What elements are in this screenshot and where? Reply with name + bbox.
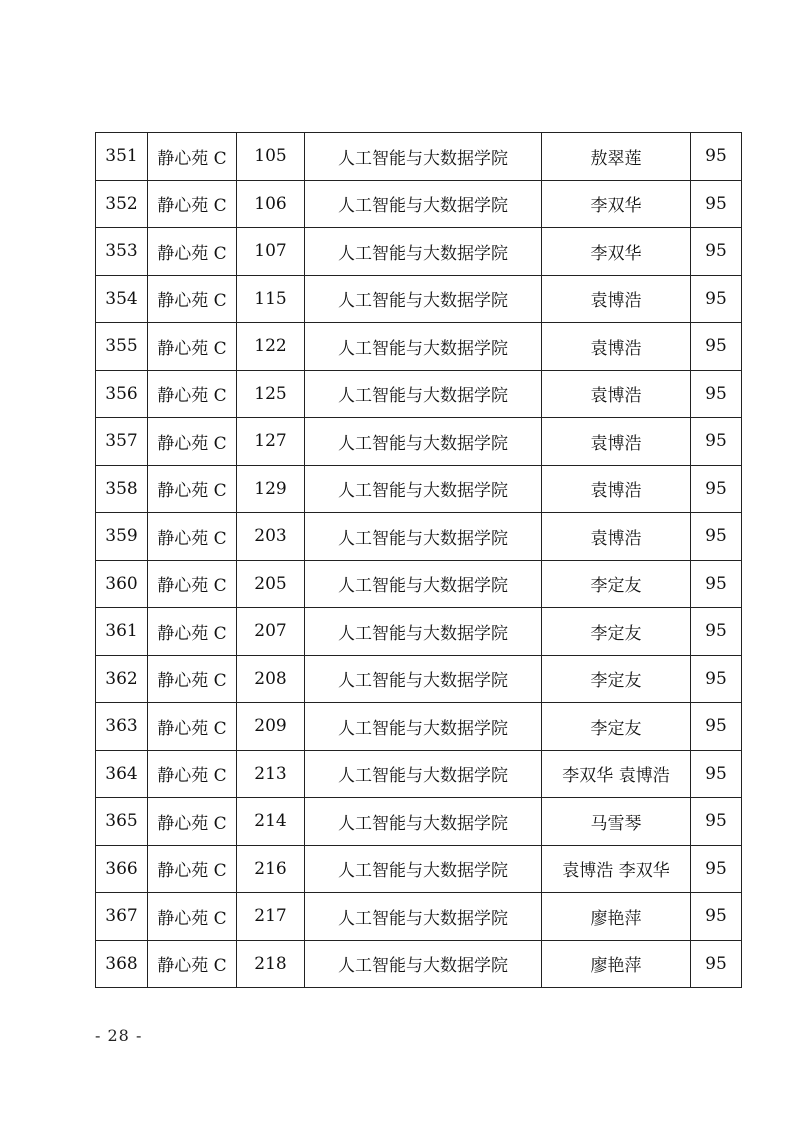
table-row — [96, 798, 742, 846]
table-row — [96, 845, 742, 893]
person-name-cell: 袁博浩 — [542, 370, 691, 418]
score-cell: 95 — [691, 133, 742, 181]
room-number-cell: 214 — [237, 798, 305, 846]
college-cell: 人工智能与大数据学院 — [305, 323, 542, 371]
row-number-cell: 366 — [96, 845, 148, 893]
room-number-cell: 205 — [237, 560, 305, 608]
room-number-cell: 127 — [237, 418, 305, 466]
table-row — [96, 513, 742, 561]
row-number-cell: 361 — [96, 608, 148, 656]
row-number-cell: 367 — [96, 893, 148, 941]
row-number-cell: 360 — [96, 560, 148, 608]
college-cell: 人工智能与大数据学院 — [305, 703, 542, 751]
person-name-cell: 袁博浩 — [542, 418, 691, 466]
person-name-cell: 袁博浩 — [542, 275, 691, 323]
table-row — [96, 655, 742, 703]
score-cell: 95 — [691, 275, 742, 323]
table-row — [96, 370, 742, 418]
person-name-cell: 袁博浩 李双华 — [542, 845, 691, 893]
score-cell: 95 — [691, 418, 742, 466]
room-number-cell: 217 — [237, 893, 305, 941]
person-name-cell: 李双华 — [542, 180, 691, 228]
score-cell: 95 — [691, 560, 742, 608]
table-row — [96, 893, 742, 941]
building-cell: 静心苑 C — [148, 940, 237, 988]
building-cell: 静心苑 C — [148, 703, 237, 751]
college-cell: 人工智能与大数据学院 — [305, 798, 542, 846]
room-number-cell: 203 — [237, 513, 305, 561]
room-number-cell: 105 — [237, 133, 305, 181]
score-cell: 95 — [691, 370, 742, 418]
table-row — [96, 703, 742, 751]
score-cell: 95 — [691, 750, 742, 798]
room-number-cell: 209 — [237, 703, 305, 751]
building-cell: 静心苑 C — [148, 560, 237, 608]
score-cell: 95 — [691, 703, 742, 751]
table-row — [96, 750, 742, 798]
row-number-cell: 357 — [96, 418, 148, 466]
person-name-cell: 敖翠莲 — [542, 133, 691, 181]
dorm-inspection-table — [95, 132, 742, 988]
person-name-cell: 李双华 袁博浩 — [542, 750, 691, 798]
person-name-cell: 廖艳萍 — [542, 893, 691, 941]
table-row — [96, 275, 742, 323]
row-number-cell: 355 — [96, 323, 148, 371]
room-number-cell: 115 — [237, 275, 305, 323]
score-cell: 95 — [691, 845, 742, 893]
building-cell: 静心苑 C — [148, 370, 237, 418]
row-number-cell: 368 — [96, 940, 148, 988]
building-cell: 静心苑 C — [148, 228, 237, 276]
room-number-cell: 216 — [237, 845, 305, 893]
college-cell: 人工智能与大数据学院 — [305, 750, 542, 798]
score-cell: 95 — [691, 180, 742, 228]
room-number-cell: 208 — [237, 655, 305, 703]
table-row — [96, 418, 742, 466]
score-cell: 95 — [691, 228, 742, 276]
building-cell: 静心苑 C — [148, 133, 237, 181]
building-cell: 静心苑 C — [148, 323, 237, 371]
person-name-cell: 李定友 — [542, 655, 691, 703]
row-number-cell: 353 — [96, 228, 148, 276]
building-cell: 静心苑 C — [148, 180, 237, 228]
row-number-cell: 354 — [96, 275, 148, 323]
building-cell: 静心苑 C — [148, 418, 237, 466]
college-cell: 人工智能与大数据学院 — [305, 418, 542, 466]
person-name-cell: 袁博浩 — [542, 323, 691, 371]
room-number-cell: 122 — [237, 323, 305, 371]
building-cell: 静心苑 C — [148, 513, 237, 561]
score-cell: 95 — [691, 608, 742, 656]
building-cell: 静心苑 C — [148, 750, 237, 798]
college-cell: 人工智能与大数据学院 — [305, 845, 542, 893]
score-cell: 95 — [691, 465, 742, 513]
row-number-cell: 358 — [96, 465, 148, 513]
table-row — [96, 180, 742, 228]
person-name-cell: 李定友 — [542, 608, 691, 656]
score-cell: 95 — [691, 798, 742, 846]
score-cell: 95 — [691, 323, 742, 371]
person-name-cell: 马雪琴 — [542, 798, 691, 846]
row-number-cell: 351 — [96, 133, 148, 181]
score-cell: 95 — [691, 655, 742, 703]
row-number-cell: 365 — [96, 798, 148, 846]
room-number-cell: 107 — [237, 228, 305, 276]
room-number-cell: 106 — [237, 180, 305, 228]
person-name-cell: 袁博浩 — [542, 513, 691, 561]
room-number-cell: 213 — [237, 750, 305, 798]
score-cell: 95 — [691, 940, 742, 988]
college-cell: 人工智能与大数据学院 — [305, 133, 542, 181]
table-body — [96, 133, 742, 988]
room-number-cell: 207 — [237, 608, 305, 656]
building-cell: 静心苑 C — [148, 655, 237, 703]
page-number: - 28 - — [95, 1026, 143, 1045]
building-cell: 静心苑 C — [148, 465, 237, 513]
college-cell: 人工智能与大数据学院 — [305, 465, 542, 513]
row-number-cell: 356 — [96, 370, 148, 418]
college-cell: 人工智能与大数据学院 — [305, 228, 542, 276]
college-cell: 人工智能与大数据学院 — [305, 180, 542, 228]
college-cell: 人工智能与大数据学院 — [305, 560, 542, 608]
room-number-cell: 129 — [237, 465, 305, 513]
score-cell: 95 — [691, 893, 742, 941]
person-name-cell: 廖艳萍 — [542, 940, 691, 988]
college-cell: 人工智能与大数据学院 — [305, 275, 542, 323]
row-number-cell: 352 — [96, 180, 148, 228]
college-cell: 人工智能与大数据学院 — [305, 893, 542, 941]
college-cell: 人工智能与大数据学院 — [305, 655, 542, 703]
college-cell: 人工智能与大数据学院 — [305, 513, 542, 561]
table-row — [96, 940, 742, 988]
table-row — [96, 133, 742, 181]
room-number-cell: 218 — [237, 940, 305, 988]
building-cell: 静心苑 C — [148, 845, 237, 893]
building-cell: 静心苑 C — [148, 275, 237, 323]
building-cell: 静心苑 C — [148, 798, 237, 846]
table-row — [96, 560, 742, 608]
row-number-cell: 363 — [96, 703, 148, 751]
row-number-cell: 364 — [96, 750, 148, 798]
college-cell: 人工智能与大数据学院 — [305, 940, 542, 988]
table-row — [96, 323, 742, 371]
building-cell: 静心苑 C — [148, 608, 237, 656]
table-row — [96, 228, 742, 276]
row-number-cell: 359 — [96, 513, 148, 561]
score-cell: 95 — [691, 513, 742, 561]
room-number-cell: 125 — [237, 370, 305, 418]
college-cell: 人工智能与大数据学院 — [305, 608, 542, 656]
table-row — [96, 465, 742, 513]
building-cell: 静心苑 C — [148, 893, 237, 941]
row-number-cell: 362 — [96, 655, 148, 703]
table-row — [96, 608, 742, 656]
person-name-cell: 李双华 — [542, 228, 691, 276]
college-cell: 人工智能与大数据学院 — [305, 370, 542, 418]
person-name-cell: 李定友 — [542, 560, 691, 608]
person-name-cell: 袁博浩 — [542, 465, 691, 513]
person-name-cell: 李定友 — [542, 703, 691, 751]
